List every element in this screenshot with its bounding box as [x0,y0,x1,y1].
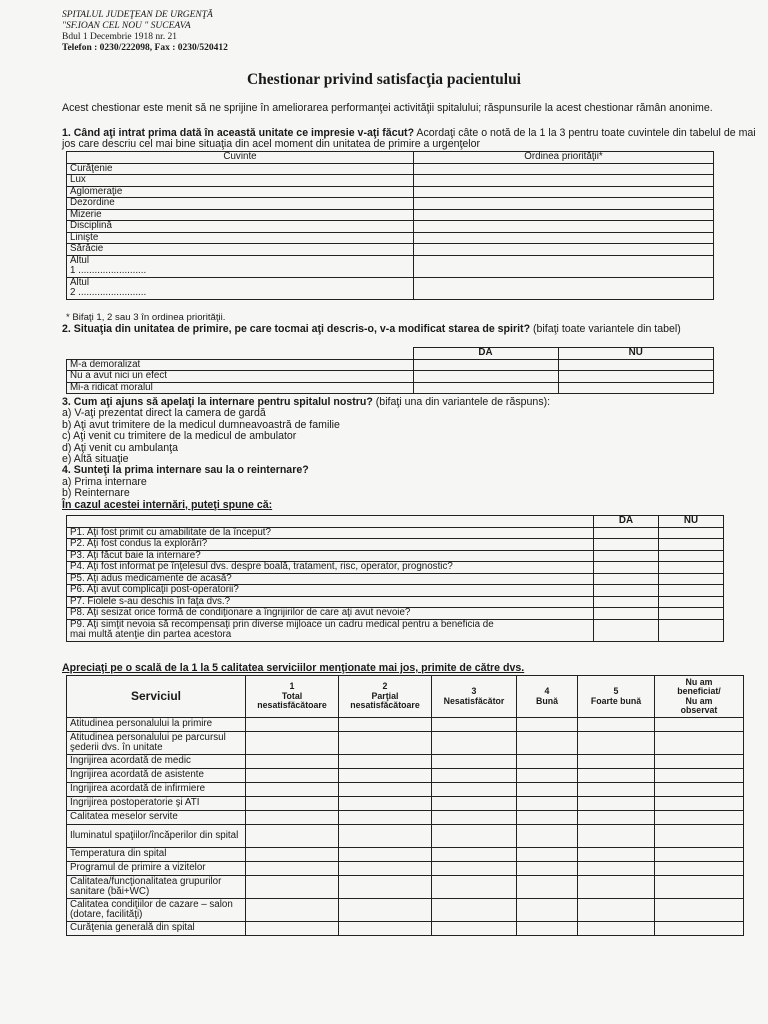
table-row [67,163,714,175]
rating-cell-2[interactable] [339,862,432,876]
rating-cell-5[interactable] [578,755,655,769]
table-row [67,718,744,732]
col-no: NU [558,348,714,360]
rating-cell-5[interactable] [578,899,655,922]
col-words: Cuvinte [67,152,414,164]
rating-cell-2[interactable] [339,848,432,862]
no-cell[interactable] [659,585,724,597]
table-row [67,277,714,299]
mood-label: Mi-a ridicat moralul [67,382,414,394]
service-rating-table [66,675,744,936]
rating-cell-4[interactable] [517,755,578,769]
word-cell: Curăţenie [67,163,414,175]
yes-cell[interactable] [594,562,659,574]
rating-cell-4[interactable] [517,718,578,732]
priority-cell[interactable] [414,198,714,210]
stay-question: P7. Fiolele s-au deschis în faţa dvs.? [67,596,594,608]
no-cell[interactable] [558,359,714,371]
priority-cell[interactable] [414,186,714,198]
q4-question: 4. Sunteţi la prima internare sau la o reinternare? [62,464,309,477]
table-row [67,848,744,862]
other-word-cell [67,255,414,277]
hospital-address: Bdul 1 Decembrie 1918 nr. 21 [62,32,178,42]
priority-cell[interactable] [414,221,714,233]
stay-question: P1. Aţi fost primit cu amabilitate de la început? [67,527,594,539]
stay-question [67,619,594,641]
page-title: Chestionar privind satisfacţia pacientului [246,71,521,88]
not-used-cell[interactable] [655,769,744,783]
impression-table [66,151,714,300]
word-cell: Sărăcie [67,244,414,256]
not-used-cell[interactable] [655,732,744,755]
rating-cell-1[interactable] [246,718,339,732]
table-row [67,198,714,210]
table-row [67,783,744,797]
stay-table [66,515,724,642]
yes-cell[interactable] [413,371,558,383]
col-priority: Ordinea priorităţii* [414,152,714,164]
word-cell: Dezordine [67,198,414,210]
priority-cell[interactable] [414,163,714,175]
word-cell: Linişte [67,232,414,244]
yes-cell[interactable] [594,527,659,539]
rating-cell-3[interactable] [432,718,517,732]
rating-cell-4[interactable] [517,899,578,922]
no-cell[interactable] [558,371,714,383]
no-cell[interactable] [659,550,724,562]
rating-cell-2[interactable] [339,769,432,783]
hospital-city: "SF.IOAN CEL NOU " SUCEAVA [62,21,191,31]
col-rating-5: 5 Foarte bună [578,676,655,718]
word-cell: Disciplină [67,221,414,233]
rating-cell-3[interactable] [432,811,517,825]
rating-cell-4[interactable] [517,811,578,825]
rating-cell-5[interactable] [578,769,655,783]
table-row [67,862,744,876]
not-used-cell[interactable] [655,862,744,876]
rating-cell-4[interactable] [517,862,578,876]
table-row [67,209,714,221]
table-row [67,539,724,551]
hospital-contact: Telefon : 0230/222098, Fax : 0230/520412 [62,43,228,53]
mood-label: M-a demoralizat [67,359,414,371]
q2-question: 2. Situaţia din unitatea de primire, pe care tocmai aţi descris-o, v-a modificat starea de spirit? [62,323,531,335]
table-row [67,232,714,244]
rating-cell-5[interactable] [578,876,655,899]
priority-cell[interactable] [414,232,714,244]
priority-cell[interactable] [414,244,714,256]
table-row [67,899,744,922]
priority-cell[interactable] [414,255,714,277]
hospital-name: SPITALUL JUDEŢEAN DE URGENŢĂ [62,10,213,20]
rating-cell-3[interactable] [432,769,517,783]
yes-cell[interactable] [594,619,659,641]
service-label: Programul de primire a vizitelor [67,862,246,876]
rating-cell-5[interactable] [578,783,655,797]
table-row [67,221,714,233]
service-label: Temperatura din spital [67,848,246,862]
not-used-cell[interactable] [655,755,744,769]
table-row [67,769,744,783]
no-cell[interactable] [659,619,724,641]
rating-cell-1[interactable] [246,783,339,797]
table-row [67,371,714,383]
col-rating-2: 2 Parţial nesatisfăcătoare [339,676,432,718]
rating-cell-3[interactable] [432,732,517,755]
rating-cell-3[interactable] [432,848,517,862]
q1-text [62,128,757,151]
other-line[interactable]: 2 ......................... [70,287,147,298]
table-row [67,922,744,936]
col-rating-3: 3 Nesatisfăcător [432,676,517,718]
q3-block [62,397,757,511]
col-rating-1: 1 Total nesatisfăcătoare [246,676,339,718]
not-used-cell[interactable] [655,825,744,848]
no-cell[interactable] [659,562,724,574]
yes-cell[interactable] [594,573,659,585]
table-row [67,755,744,769]
stay-question: P5. Aţi adus medicamente de acasă? [67,573,594,585]
stay-question: P8. Aţi sesizat orice formă de condiţionare a îngrijirilor de care aţi avut nevoie? [67,608,594,620]
rating-cell-3[interactable] [432,862,517,876]
rating-cell-1[interactable] [246,811,339,825]
q3-option[interactable]: a) V-aţi prezentat direct la camera de gardă [62,407,266,420]
q4-option[interactable]: b) Reinternare [62,487,130,500]
service-label: Calitatea condiţiilor de cazare – salon (dotare, facilităţi) [67,899,246,922]
stay-question: P2. Aţi fost condus la explorări? [67,539,594,551]
rating-cell-3[interactable] [432,755,517,769]
rating-cell-1[interactable] [246,922,339,936]
service-label: Atitudinea personalului la primire [67,718,246,732]
table-row [67,585,724,597]
q1-instruction: Acordaţi câte o notă de la 1 la 3 pentru toate cuvintele din tabelul de mai jos care descriu cel mai bine situaţia din acel moment din unitatea de primire a urgenţelor [62,127,756,151]
rating-cell-1[interactable] [246,797,339,811]
not-used-cell[interactable] [655,899,744,922]
not-used-cell[interactable] [655,797,744,811]
q6-heading-wrap [62,663,762,674]
stay-question: P6. Aţi avut complicaţii post-operatorii? [67,585,594,597]
rating-cell-4[interactable] [517,922,578,936]
table-row [67,175,714,187]
service-label: Îngrijirea acordată de infirmiere [67,783,246,797]
table-row [67,244,714,256]
rating-cell-4[interactable] [517,769,578,783]
q5-heading: În cazul acestei internări, puteţi spune că: [62,498,273,511]
rating-cell-5[interactable] [578,797,655,811]
col-no: NU [659,516,724,528]
service-label: Atitudinea personalului pe parcursul şederii dvs. în unitate [67,732,246,755]
service-label: Îngrijirea acordată de asistente [67,769,246,783]
col-rating-4: 4 Bună [517,676,578,718]
other-line[interactable]: 1 ......................... [70,265,147,276]
hospital-header [62,10,228,54]
q1-footnote: * Bifaţi 1, 2 sau 3 în ordinea priorităţii. [66,312,226,323]
table-row [67,825,744,848]
word-cell: Lux [67,175,414,187]
service-label: Calitatea meselor servite [67,811,246,825]
not-used-cell[interactable] [655,922,744,936]
rating-cell-5[interactable] [578,862,655,876]
rating-cell-1[interactable] [246,862,339,876]
word-cell: Mizerie [67,209,414,221]
rating-cell-4[interactable] [517,876,578,899]
service-label: Îngrijirea postoperatorie şi ATI [67,797,246,811]
not-used-cell[interactable] [655,811,744,825]
no-cell[interactable] [659,527,724,539]
q2-instruction: (bifaţi toate variantele din tabel) [533,323,681,335]
table-row [67,732,744,755]
table-row [67,797,744,811]
rating-cell-1[interactable] [246,848,339,862]
priority-cell[interactable] [414,277,714,299]
no-cell[interactable] [558,382,714,394]
q2-text [62,324,757,335]
yes-cell[interactable] [413,382,558,394]
not-used-cell[interactable] [655,718,744,732]
table-row [67,550,724,562]
rating-cell-5[interactable] [578,825,655,848]
rating-cell-4[interactable] [517,848,578,862]
service-label: Îngrijirea acordată de medic [67,755,246,769]
stay-question: P4. Aţi fost informat pe înţelesul dvs. despre boală, tratament, risc, operator, prognostic? [67,562,594,574]
yes-cell[interactable] [594,585,659,597]
word-cell: Aglomeraţie [67,186,414,198]
table-row [67,527,724,539]
rating-cell-1[interactable] [246,899,339,922]
p9-line2: mai multă atenţie din partea acestora [70,629,232,640]
service-label: Iluminatul spaţiilor/încăperilor din spital [67,825,246,848]
rating-cell-3[interactable] [432,899,517,922]
mood-label: Nu a avut nici un efect [67,371,414,383]
rating-cell-3[interactable] [432,783,517,797]
not-used-cell[interactable] [655,876,744,899]
q3-option[interactable]: c) Aţi venit cu trimitere de la medicul de ambulator [62,430,297,443]
rating-cell-2[interactable] [339,783,432,797]
priority-cell[interactable] [414,175,714,187]
rating-cell-3[interactable] [432,797,517,811]
rating-cell-4[interactable] [517,732,578,755]
other-word-cell [67,277,414,299]
yes-cell[interactable] [594,608,659,620]
stay-question: P3. Aţi făcut baie la internare? [67,550,594,562]
rating-cell-1[interactable] [246,755,339,769]
table-row [67,186,714,198]
col-service: Serviciul [67,676,246,718]
rating-cell-1[interactable] [246,825,339,848]
q3-question: 3. Cum aţi ajuns să apelaţi la internare pentru spitalul nostru? [62,396,373,408]
q6-heading: Apreciaţi pe o scală de la 1 la 5 calitatea serviciilor menţionate mai jos, primite de către dvs. [62,662,525,674]
mood-table [66,347,714,394]
q3-option[interactable]: b) Aţi avut trimitere de la medicul dumneavoastră de familie [62,418,340,431]
service-label: Calitatea/funcţionalitatea grupurilor sanitare (băi+WC) [67,876,246,899]
table-row [67,255,714,277]
rating-cell-2[interactable] [339,811,432,825]
yes-cell[interactable] [594,539,659,551]
rating-cell-3[interactable] [432,876,517,899]
other-label: Altul [70,255,90,266]
rating-cell-2[interactable] [339,732,432,755]
col-not-used: Nu am beneficiat/ Nu am observat [655,676,744,718]
rating-cell-2[interactable] [339,718,432,732]
no-cell[interactable] [659,539,724,551]
intro-text: Acest chestionar este menit să ne sprijine în ameliorarea performanţei activităţii spitalului; răspunsurile la acest chestionar rămân anonime. [62,102,713,114]
no-cell[interactable] [659,608,724,620]
rating-cell-2[interactable] [339,755,432,769]
table-row [67,573,724,585]
yes-cell[interactable] [413,359,558,371]
no-cell[interactable] [659,596,724,608]
table-row [67,596,724,608]
table-row [67,619,724,641]
table-row [67,608,724,620]
rating-cell-5[interactable] [578,811,655,825]
yes-cell[interactable] [594,550,659,562]
q1-question: 1. Când aţi intrat prima dată în această unitate ce impresie v-aţi făcut? [62,127,415,139]
table-row [67,876,744,899]
p9-line1: P9. Aţi simţit nevoia să recompensaţi prin diverse mijloace un cadru medical pentru a beneficia de [70,619,494,630]
other-label: Altul [70,277,90,288]
q3-instruction: (bifaţi una din variantele de răspuns): [375,396,551,408]
rating-cell-5[interactable] [578,718,655,732]
rating-cell-4[interactable] [517,797,578,811]
service-label: Curăţenia generală din spital [67,922,246,936]
not-used-cell[interactable] [655,848,744,862]
q3-option[interactable]: e) Altă situaţie [62,453,129,466]
rating-cell-5[interactable] [578,848,655,862]
table-row [67,811,744,825]
rating-cell-2[interactable] [339,825,432,848]
not-used-cell[interactable] [655,783,744,797]
rating-cell-2[interactable] [339,922,432,936]
yes-cell[interactable] [594,596,659,608]
table-row [67,359,714,371]
q3-option[interactable]: d) Aţi venit cu ambulanţa [62,441,179,454]
priority-cell[interactable] [414,209,714,221]
rating-cell-2[interactable] [339,876,432,899]
rating-cell-4[interactable] [517,783,578,797]
col-yes: DA [594,516,659,528]
rating-cell-2[interactable] [339,899,432,922]
table-row [67,562,724,574]
rating-cell-5[interactable] [578,732,655,755]
no-cell[interactable] [659,573,724,585]
rating-cell-1[interactable] [246,876,339,899]
q4-option[interactable]: a) Prima internare [62,475,147,488]
rating-cell-5[interactable] [578,922,655,936]
rating-cell-2[interactable] [339,797,432,811]
col-yes: DA [413,348,558,360]
rating-cell-4[interactable] [517,825,578,848]
rating-cell-1[interactable] [246,769,339,783]
rating-cell-3[interactable] [432,922,517,936]
rating-cell-3[interactable] [432,825,517,848]
table-row [67,382,714,394]
rating-cell-1[interactable] [246,732,339,755]
